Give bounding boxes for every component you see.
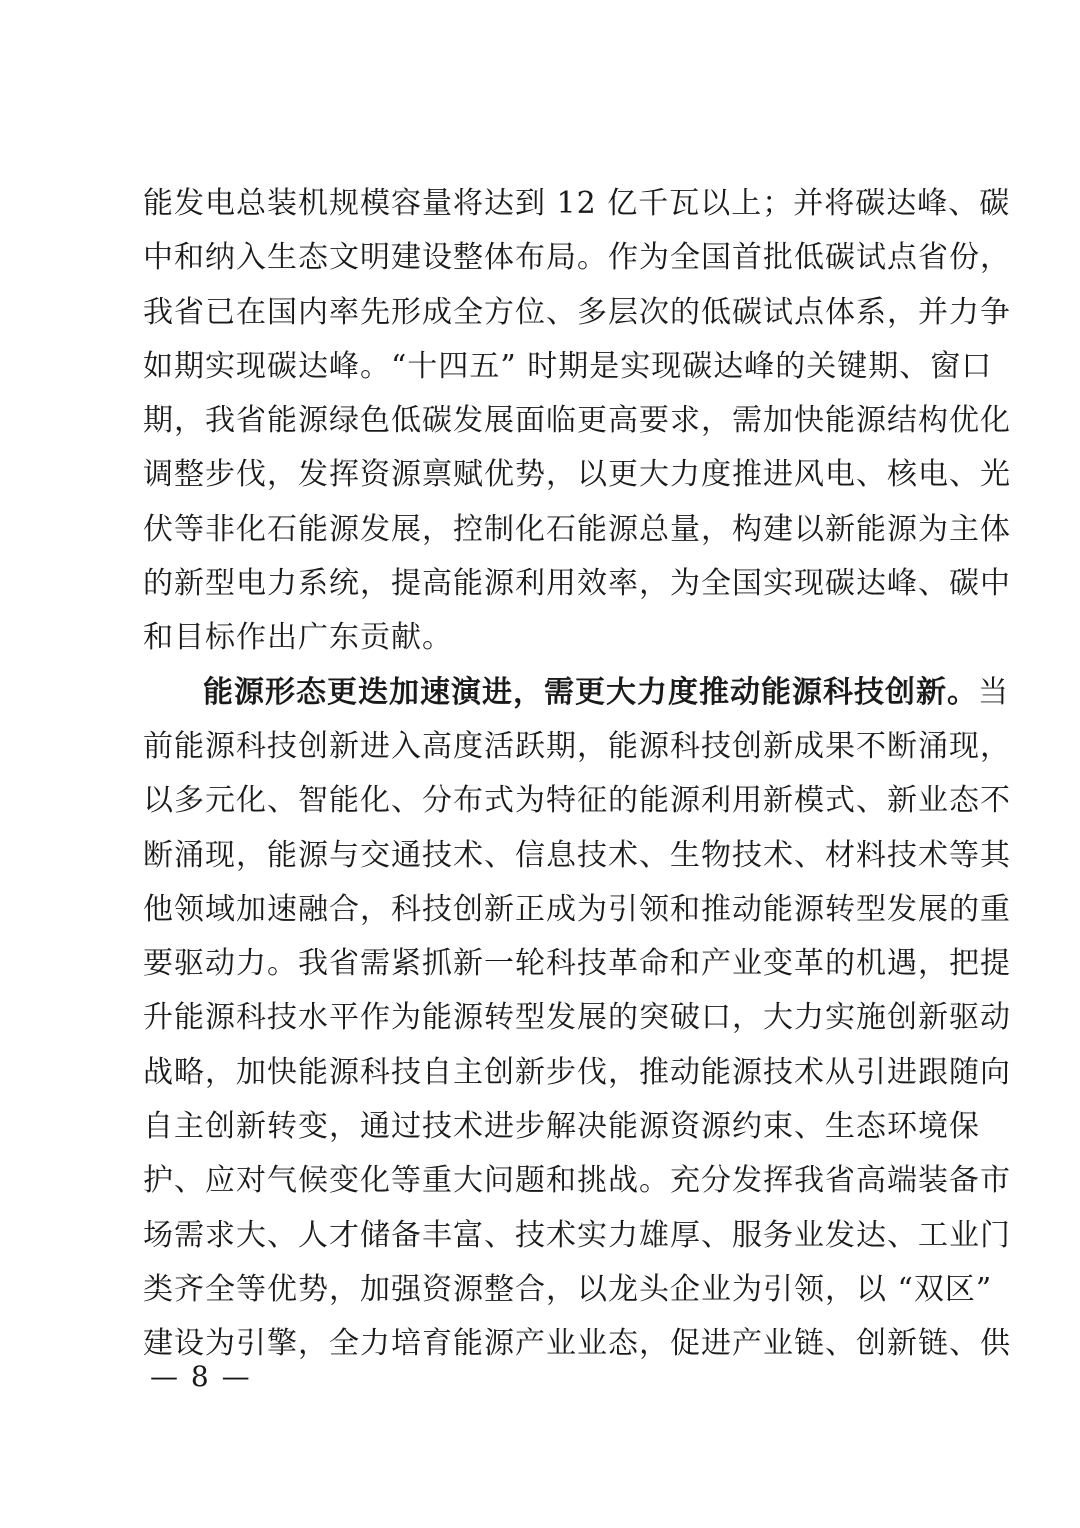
paragraph-line: 以多元化、智能化、分布式为特征的能源利用新模式、新业态不: [143, 783, 1011, 819]
paragraph-line: 的新型电力系统，提高能源利用效率，为全国实现碳达峰、碳中: [143, 566, 1011, 602]
paragraph-line: 和目标作出广东贡献。: [143, 620, 453, 656]
paragraph-line: 类齐全等优势，加强资源整合，以龙头企业为引领，以 “双区”: [143, 1271, 993, 1307]
paragraph-line: 能发电总装机规模容量将达到 12 亿千瓦以上；并将碳达峰、碳: [143, 186, 1011, 221]
paragraph-line: 建设为引擎，全力培育能源产业业态，促进产业链、创新链、供: [143, 1326, 1011, 1362]
paragraph-line: 护、应对气候变化等重大问题和挑战。充分发挥我省高端装备市: [143, 1163, 1011, 1199]
paragraph-line: 我省已在国内率先形成全方位、多层次的低碳试点体系，并力争: [143, 294, 1011, 330]
paragraph-line: 中和纳入生态文明建设整体布局。作为全国首批低碳试点省份，: [143, 240, 1011, 276]
paragraph-line: 场需求大、人才储备丰富、技术实力雄厚、服务业发达、工业门: [143, 1217, 1011, 1253]
paragraph-line: 期，我省能源绿色低碳发展面临更高要求，需加快能源结构优化: [143, 403, 1011, 439]
paragraph-line: 伏等非化石能源发展，控制化石能源总量，构建以新能源为主体: [143, 511, 1011, 547]
paragraph-line: 要驱动力。我省需紧抓新一轮科技革命和产业变革的机遇，把提: [143, 946, 1011, 982]
paragraph-line: 战略，加快能源科技自主创新步伐，推动能源技术从引进跟随向: [143, 1054, 1011, 1090]
paragraph-line: 自主创新转变，通过技术进步解决能源资源约束、生态环境保: [143, 1109, 980, 1145]
paragraph-first-line-rest: 当: [978, 674, 1009, 710]
page-number: — 8 —: [150, 1360, 252, 1393]
body-text: [143, 177, 1011, 1372]
paragraph-line: 调整步伐，发挥资源禀赋优势，以更大力度推进风电、核电、光: [143, 457, 1011, 493]
paragraph-line: 他领域加速融合，科技创新正成为引领和推动能源转型发展的重: [143, 891, 1011, 927]
paragraph-heading: 能源形态更迭加速演进，需更大力度推动能源科技创新。: [203, 674, 978, 710]
paragraph-first-line: [143, 666, 1009, 720]
paragraph-line: 如期实现碳达峰。“十四五” 时期是实现碳达峰的关键期、窗口: [143, 348, 993, 384]
paragraph-line: 断涌现，能源与交通技术、信息技术、生物技术、材料技术等其: [143, 837, 1011, 873]
paragraph-line: 前能源科技创新进入高度活跃期，能源科技创新成果不断涌现，: [143, 728, 1011, 764]
paragraph-line: 升能源科技水平作为能源转型发展的突破口，大力实施创新驱动: [143, 1000, 1011, 1036]
